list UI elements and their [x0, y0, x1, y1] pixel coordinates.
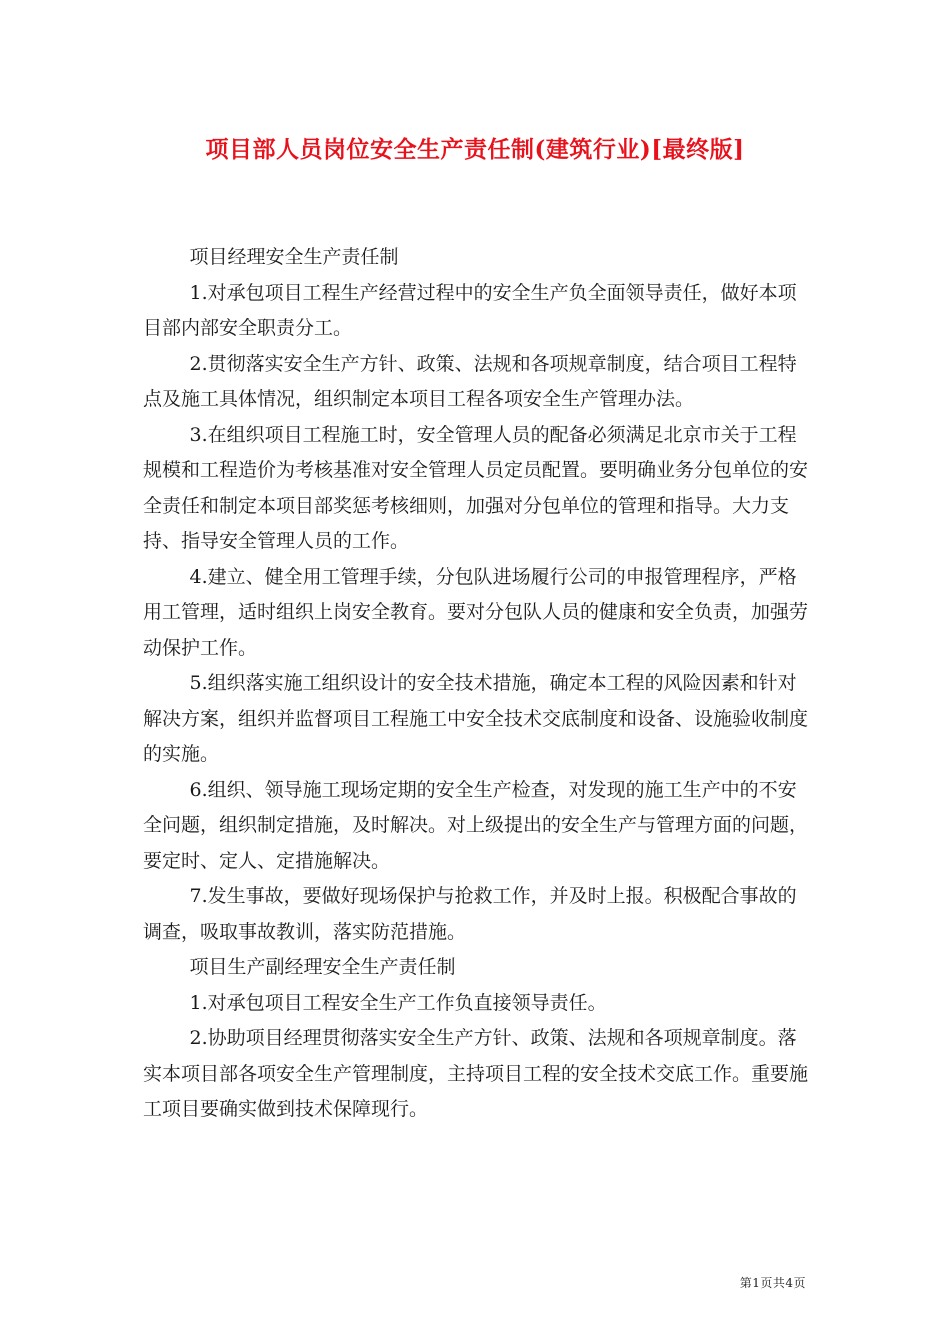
body-paragraph: 7.发生事故，要做好现场保护与抢救工作，并及时上报。积极配合事故的调查，吸取事故教训，落实防范措施。	[143, 885, 797, 943]
body-paragraph: 1.对承包项目工程生产经营过程中的安全生产负全面领导责任，做好本项目部内部安全职责分工。	[143, 281, 797, 339]
body-paragraph: 2.协助项目经理贯彻落实安全生产方针、政策、法规和各项规章制度。落实本项目部各项安全生产管理制度，主持项目工程的安全技术交底工作。重要施工项目要确实做到技术保障现行。	[143, 1027, 809, 1120]
body-paragraph: 5.组织落实施工组织设计的安全技术措施，确定本工程的风险因素和针对解决方案，组织并监督项目工程施工中安全技术交底制度和设备、设施验收制度的实施。	[143, 672, 809, 765]
body-paragraph: 6.组织、领导施工现场定期的安全生产检查，对发现的施工生产中的不安全问题，组织制定措施，及时解决。对上级提出的安全生产与管理方面的问题，要定时、定人、定措施解决。	[143, 778, 809, 872]
body-paragraph: 1.对承包项目工程安全生产工作负直接领导责任。	[189, 991, 607, 1014]
section-heading: 项目生产副经理安全生产责任制	[189, 956, 456, 978]
document-title: 项目部人员岗位安全生产责任制(建筑行业)[最终版]	[205, 136, 745, 163]
page-number: 第1页共4页	[739, 1276, 806, 1290]
body-paragraph: 2.贯彻落实安全生产方针、政策、法规和各项规章制度，结合项目工程特点及施工具体情况，组织制定本项目工程各项安全生产管理办法。	[143, 352, 797, 410]
document-body	[143, 240, 813, 1128]
section-heading: 项目经理安全生产责任制	[189, 246, 399, 268]
body-paragraph: 3.在组织项目工程施工时，安全管理人员的配备必须满足北京市关于工程规模和工程造价为考核基准对安全管理人员定员配置。要明确业务分包单位的安全责任和制定本项目部奖惩考核细则，加强对分包单位的管理和指导。大力支持、指导安全管理人员的工作。	[143, 423, 809, 552]
body-paragraph: 4.建立、健全用工管理手续，分包队进场履行公司的申报管理程序，严格用工管理，适时组织上岗安全教育。要对分包队人员的健康和安全负责，加强劳动保护工作。	[143, 565, 809, 659]
